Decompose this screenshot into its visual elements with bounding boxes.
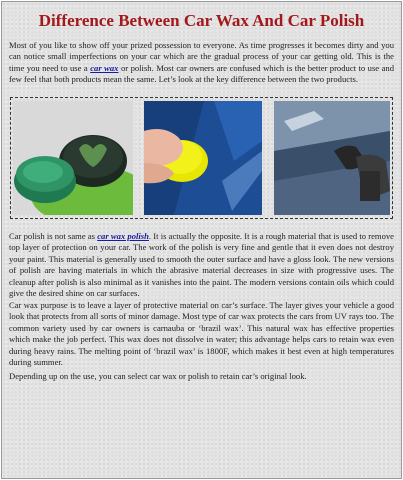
intro-text-start: Most of you like to show off your prized possession to everyone. As time progresses it becomes dirty and you can notice small imperfections on your car which are the gradual process of your car getting old. This is the time you need to use a bbox=[9, 40, 394, 73]
wax-paragraph: Car wax purpose is to leave a layer of protective material on car’s surface. The layer gives your vehicle a good look that protects from all sorts of minor damage. Most type of car wax protects the cars from UV rays too. The common variety used by car owners is carnauba or ‘brazil wax’. This natural wax has effective properties which make the job perfect. This wax does not dissolve in water; this advantage helps cars to retain wax even during heavy rains. The melting point of ‘brazil wax’ is 1800F, which makes it best even at high temperatures during summer. bbox=[9, 300, 394, 368]
polish-text-end: . It is actually the opposite. It is a rough material that is used to remove top layer of protection on your car. The work of the polish is very fine and gentle that it even does not destroy your paint. This material is generally used to smooth the outer surface and have a gloss look. The new versions of polish are having materials in which the abrasive material decreases in size with progressive uses. The cleanup after polish is also minimal as it vanishes into the paint. The modern versions contain oils which could give the desired shine on car surfaces. bbox=[9, 231, 394, 299]
intro-text-end: or polish. Most car owners are confused which is the better product to use and few feel that both products mean the same. Let’s look at the key difference between the two products. bbox=[9, 62, 395, 85]
conclusion-paragraph: Depending up on the use, you can select car wax or polish to retain car’s original look. bbox=[9, 371, 307, 381]
page-title: Difference Between Car Wax And Car Polish bbox=[38, 11, 365, 30]
polish-pad-photo bbox=[144, 101, 262, 215]
car-wax-polish-link[interactable]: car wax polish bbox=[97, 231, 149, 241]
wax-tin-photo bbox=[13, 101, 133, 215]
car-waxing-photo bbox=[274, 101, 390, 215]
image-gallery bbox=[10, 97, 393, 219]
page bbox=[1, 1, 402, 479]
polish-paragraph bbox=[9, 231, 394, 299]
intro-paragraph bbox=[9, 40, 394, 86]
polish-text-start: Car polish is not same as bbox=[9, 231, 98, 241]
car-wax-link[interactable]: car wax bbox=[90, 62, 119, 73]
